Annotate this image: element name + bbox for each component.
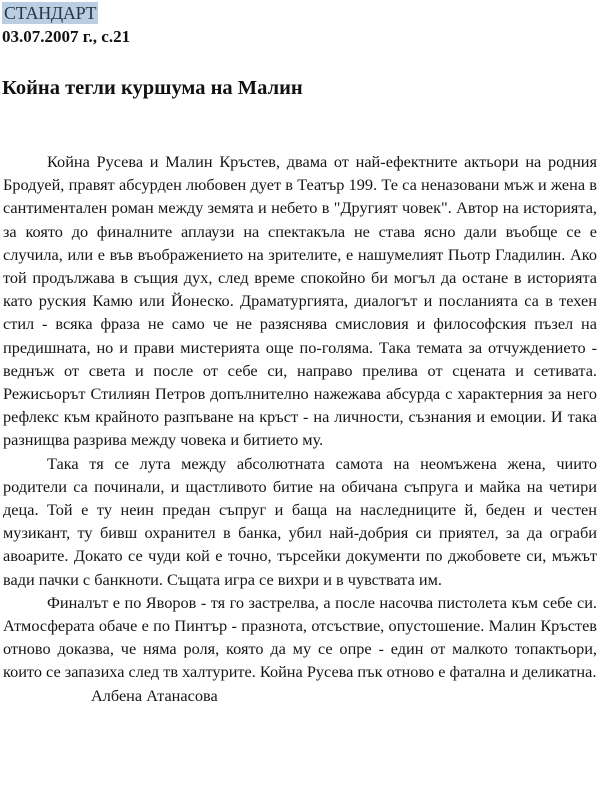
article-headline: Койна тегли куршума на Малин bbox=[2, 77, 303, 99]
newspaper-masthead: СТАНДАРТ bbox=[4, 3, 97, 23]
dateline: 03.07.2007 г., с.21 bbox=[2, 27, 131, 46]
article-paragraph: Така тя се лута между абсолютната самота на неомъжена жена, чиито родители са починали, и щастливото битие на обичана съпруга и майка на четири деца. Той е ту неин предан съпруг и баща на наследниците й, беден и честен музикант, ту бивш охранител в банка, убил най-добрия си приятел, за да ограби авоарите. Докато се чуди кой е точно, търсейки документи по джобовете си, мъжът вади пачки с банкноти. Същата игра се вихри и в чувствата им. bbox=[3, 453, 597, 589]
article-paragraph: Койна Русева и Малин Кръстев, двама от най-ефектните актьори на родния Бродуей, правят абсурден любовен дует в Театър 199. Те са неназовани мъж и жена в сантиментален роман между земята и небето в "Другият човек". Автор на историята, за която до финалните аплаузи на спектакъла не става ясно дали въобще се е случила, или е във въображението на зрителите, е нашумелият Пьотр Гладилин. Ако той продължава в същия дух, след време спокойно би могъл да остане в историята като руския Камю или Йонеско. Драматургията, диалогът и посланията са в техен стил - всяка фраза не само че не разяснява смисловия и философския пъзел на предишната, но и прави мистерията още по-голяма. Така темата за отчуждението - веднъж от света и после от себе си, направо прелива от сцената и сетивата. Режисьорът Стилиян Петров допълнително нажежава абсурда с характерния за него рефлекс към крайното разпъване на кръст - на личности, съзнания и емоции. И така разнищва разрива между човека и битието му. bbox=[3, 152, 597, 450]
article-byline: Албена Атанасова bbox=[91, 685, 218, 705]
article-body bbox=[3, 150, 597, 707]
article-paragraph: Финалът е по Яворов - тя го застрелва, а после насочва пистолета към себе си. Атмосферата обаче е по Пинтър - празнота, отсъствие, опустошение. Малин Кръстев отново доказва, че няма роля, която да му се опре - един от малкото топактьори, които се запазиха след тв халтурите. Койна Русева пък отново е фатална и деликатна. bbox=[3, 592, 597, 682]
